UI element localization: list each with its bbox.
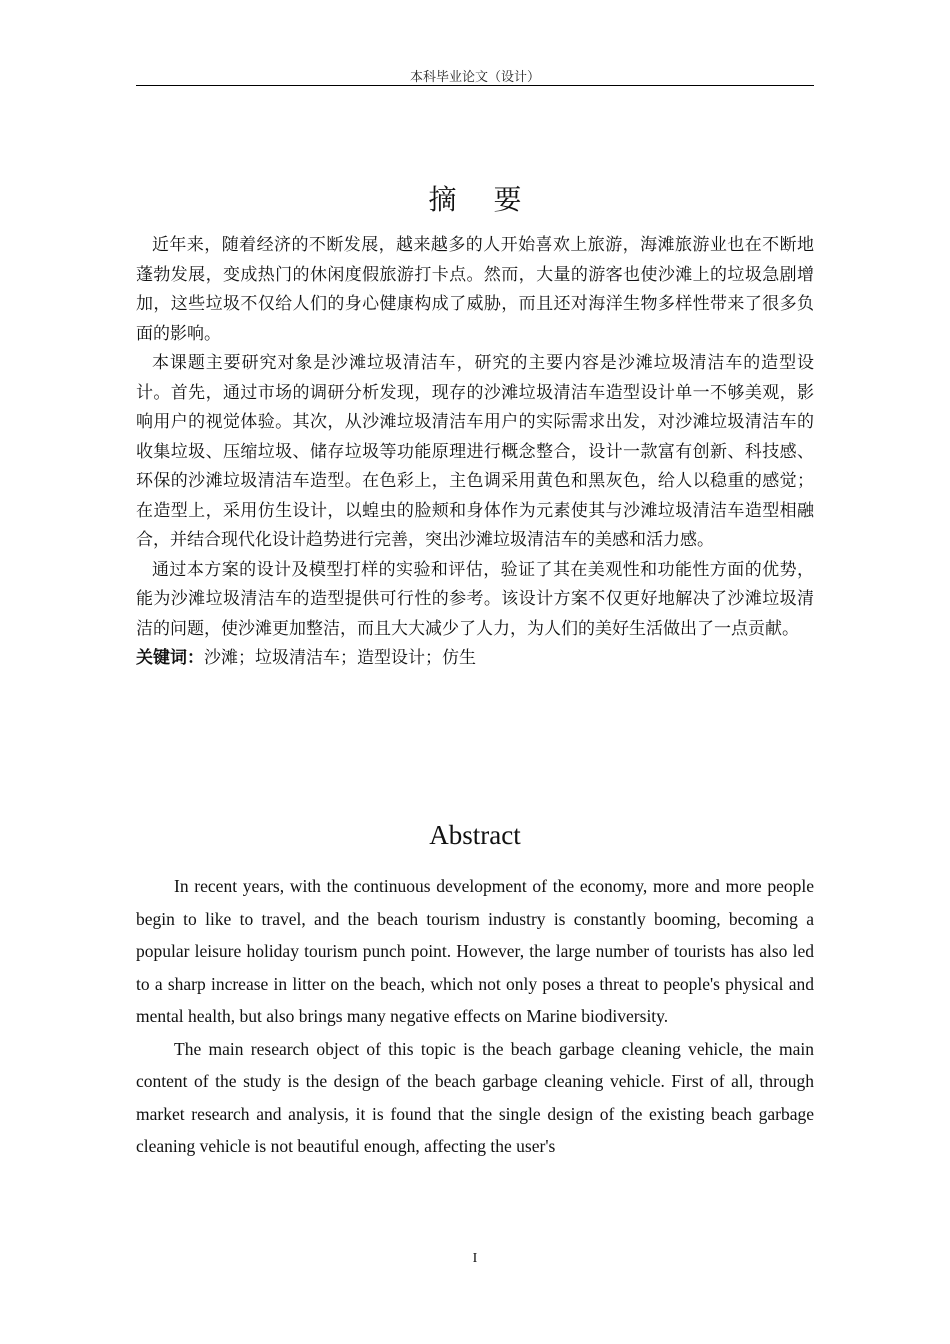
abstract-cn-body [136, 231, 814, 674]
page-number: I [472, 1251, 478, 1266]
keywords-value: 沙滩；垃圾清洁车；造型设计；仿生 [204, 648, 476, 668]
abstract-en-title: Abstract [429, 820, 521, 850]
keywords-line [136, 644, 814, 674]
running-head: 本科毕业论文（设计） [409, 70, 540, 85]
abstract-cn-title: 摘 要 [428, 183, 536, 216]
keywords-label: 关键词： [136, 648, 204, 668]
abstract-cn-paragraph-2: 本课题主要研究对象是沙滩垃圾清洁车，研究的主要内容是沙滩垃圾清洁车的造型设计。首先，通过市场的调研分析发现，现存的沙滩垃圾清洁车造型设计单一不够美观，影响用户的视觉体验。其次，从沙滩垃圾清洁车用户的实际需求出发，对沙滩垃圾清洁车的收集垃圾、压缩垃圾、储存垃圾等功能原理进行概念整合，设计一款富有创新、科技感、环保的沙滩垃圾清洁车造型。在色彩上，主色调采用黄色和黑灰色，给人以稳重的感觉；在造型上，采用仿生设计，以蝗虫的脸颊和身体作为元素使其与沙滩垃圾清洁车造型相融合，并结合现代化设计趋势进行完善，突出沙滩垃圾清洁车的美感和活力感。 [136, 353, 814, 550]
abstract-cn-paragraph-1: 近年来，随着经济的不断发展，越来越多的人开始喜欢上旅游，海滩旅游业也在不断地蓬勃发展，变成热门的休闲度假旅游打卡点。然而，大量的游客也使沙滩上的垃圾急剧增加，这些垃圾不仅给人们的身心健康构成了威胁，而且还对海洋生物多样性带来了很多负面的影响。 [136, 235, 814, 344]
abstract-en-body [136, 870, 814, 1163]
abstract-en-paragraph-1: In recent years, with the continuous development of the economy, more and more people begin to like to travel, and the beach tourism industry is constantly booming, becoming a popular leisure holiday tourism punch point. However, the large number of tourists has also led to a sharp increase in litter on the beach, which not only poses a threat to people's physical and mental health, but also brings many negative effects on Marine biodiversity. [136, 876, 814, 1026]
header-rule [136, 85, 814, 86]
abstract-cn-paragraph-3: 通过本方案的设计及模型打样的实验和评估，验证了其在美观性和功能性方面的优势，能为沙滩垃圾清洁车的造型提供可行性的参考。该设计方案不仅更好地解决了沙滩垃圾清洁的问题，使沙滩更加整洁，而且大大减少了人力，为人们的美好生活做出了一点贡献。 [136, 559, 814, 639]
abstract-en-paragraph-2: The main research object of this topic is the beach garbage cleaning vehicle, the main content of the study is the design of the beach garbage cleaning vehicle. First of all, through market research and analysis, it is found that the single design of the existing beach garbage cleaning vehicle is not beautiful enough, affecting the user's [136, 1038, 814, 1156]
